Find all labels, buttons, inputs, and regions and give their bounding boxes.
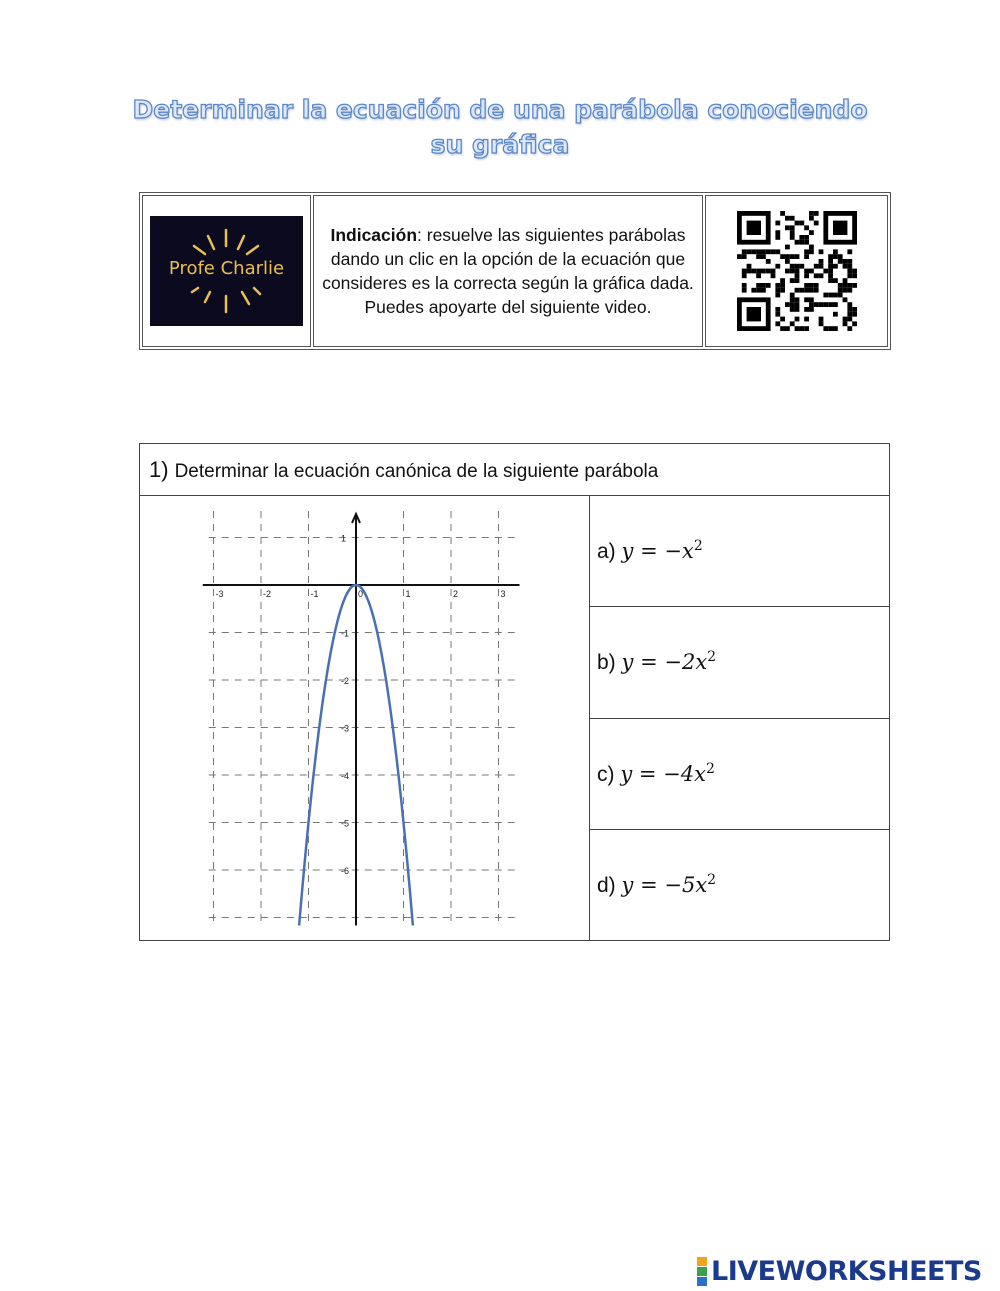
option-eq: = — [633, 872, 665, 897]
title-line-2: su gráfica — [430, 130, 570, 159]
title-line-1: Determinar la ecuación de una parábola conociendo — [132, 95, 868, 124]
option-label: b) — [597, 651, 616, 675]
instruction-text: : resuelve las siguientes parábolas dando un clic en la opción de la ecuación que consideres es la correcta según la gráfica dada. Puedes apoyarte del siguiente video. — [322, 225, 694, 317]
qr-code-icon[interactable] — [737, 211, 857, 331]
option-exp: 2 — [707, 649, 717, 666]
y-tick-label: 1 — [341, 533, 347, 544]
option-rhs: −5x — [664, 872, 708, 897]
x-tick-label: -3 — [215, 589, 224, 599]
y-tick-label: -2 — [341, 676, 350, 686]
x-tick-label: 1 — [405, 589, 411, 599]
option-lhs: y — [620, 761, 633, 786]
option-rhs: −x — [664, 539, 694, 564]
logo-text: Profe Charlie — [168, 258, 285, 279]
graph-cell — [140, 496, 590, 941]
instruction-cell — [313, 195, 703, 347]
question-table — [139, 443, 890, 941]
option-label: c) — [597, 762, 615, 786]
brand-square — [697, 1267, 707, 1276]
x-tick-label: -2 — [263, 589, 272, 599]
header-table — [139, 192, 891, 350]
profe-charlie-logo — [150, 216, 303, 326]
qr-cell[interactable] — [705, 195, 888, 347]
brand-text: LIVEWORKSHEETS — [711, 1255, 982, 1287]
x-tick-label: 2 — [453, 589, 459, 599]
option-eq: = — [633, 650, 665, 675]
option-exp: 2 — [707, 871, 717, 888]
y-tick-label: -3 — [341, 723, 350, 734]
instruction-label: Indicación — [330, 225, 418, 245]
option-exp: 2 — [705, 760, 715, 777]
brand-square — [697, 1277, 707, 1286]
option-rhs: −4x — [663, 761, 706, 786]
y-tick-label: -5 — [341, 818, 350, 829]
option-label: a) — [597, 540, 616, 564]
option-rhs: −2x — [664, 650, 708, 675]
y-tick-label: -1 — [341, 628, 350, 639]
parabola-graph — [140, 496, 589, 935]
option-a[interactable] — [590, 496, 890, 607]
question-header — [140, 444, 890, 496]
option-label: d) — [597, 873, 616, 897]
option-lhs: y — [621, 539, 634, 564]
option-b[interactable] — [590, 607, 890, 718]
option-exp: 2 — [693, 538, 703, 555]
question-number: 1) — [149, 456, 169, 482]
option-d[interactable] — [590, 829, 890, 940]
liveworksheets-logo-icon — [697, 1257, 707, 1286]
option-lhs: y — [621, 650, 634, 675]
x-tick-label: 0 — [358, 589, 364, 599]
option-eq: = — [632, 761, 664, 786]
logo-cell — [142, 195, 311, 347]
option-c[interactable] — [590, 718, 890, 829]
worksheet-title — [0, 92, 1000, 162]
y-tick-label: -6 — [341, 866, 350, 876]
y-tick-label: -4 — [341, 771, 350, 781]
option-eq: = — [633, 539, 665, 564]
liveworksheets-brand — [697, 1255, 982, 1287]
brand-square — [697, 1257, 707, 1266]
question-prompt: Determinar la ecuación canónica de la siguiente parábola — [174, 460, 659, 482]
x-tick-label: 3 — [500, 589, 506, 599]
option-lhs: y — [621, 872, 634, 897]
x-tick-label: -1 — [310, 589, 319, 599]
